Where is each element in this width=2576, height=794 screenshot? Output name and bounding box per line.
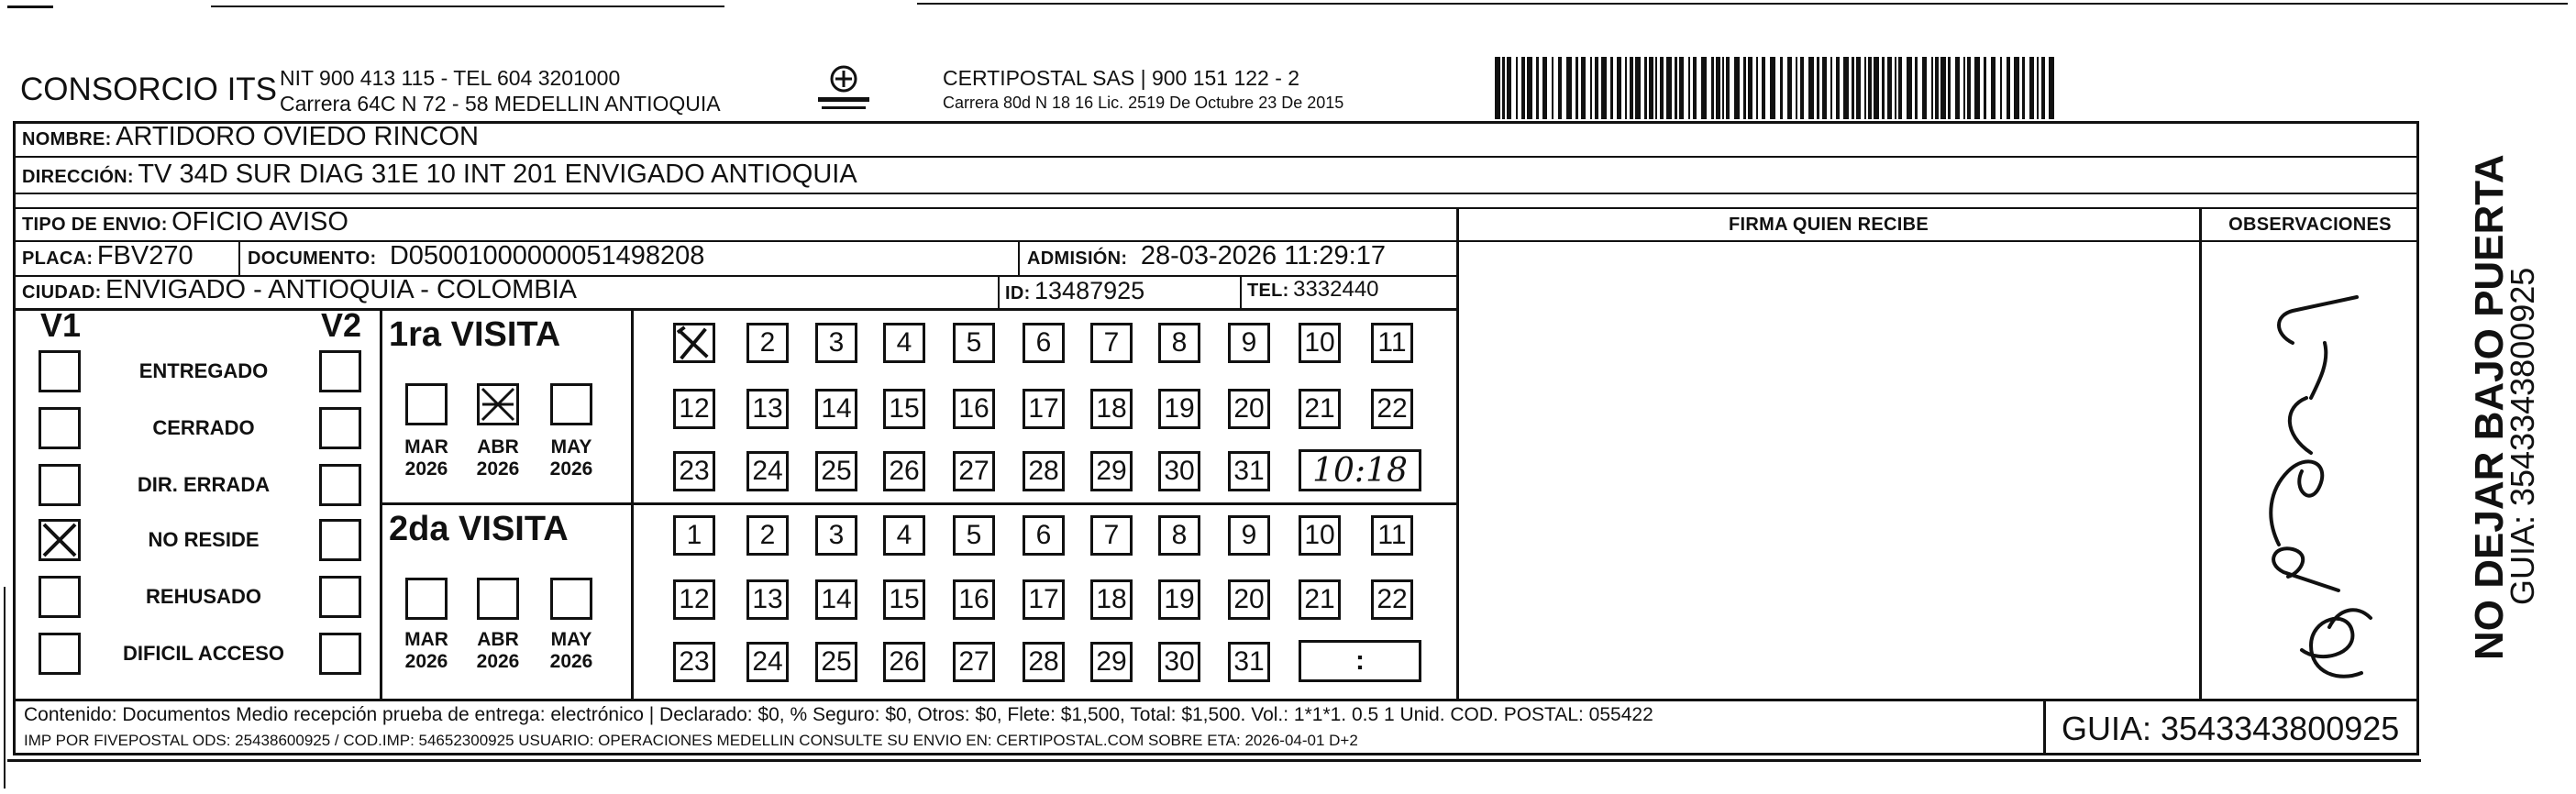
- first-visit-day-9[interactable]: 9: [1228, 323, 1270, 363]
- barcode: [1495, 57, 2054, 119]
- first-visit-day-6[interactable]: 6: [1023, 323, 1065, 363]
- first-visit-day-16[interactable]: 16: [953, 389, 995, 429]
- v1-label: V1: [40, 306, 82, 344]
- status-label: DIFICIL ACCESO: [122, 642, 284, 665]
- month-label: ABR: [477, 629, 519, 650]
- scan-edge-line: [917, 3, 2568, 5]
- nombre-row: [22, 122, 479, 152]
- month-year-label: 2026: [549, 458, 593, 480]
- carrier-address: Carrera 80d N 18 16 Lic. 2519 De Octubre 23 De 2015: [943, 94, 1344, 112]
- first-visit-day-27[interactable]: 27: [953, 451, 995, 491]
- second-visit-day-18[interactable]: 18: [1090, 579, 1133, 620]
- second-visit-day-1[interactable]: 1: [673, 515, 715, 556]
- first-visit-day-24[interactable]: 24: [746, 451, 789, 491]
- firma-label: FIRMA QUIEN RECIBE: [1729, 215, 1929, 235]
- first-visit-day-5[interactable]: 5: [953, 323, 995, 363]
- placa-value: FBV270: [96, 241, 193, 270]
- column-divider: [998, 275, 1000, 308]
- documento-value: D05001000000051498208: [389, 241, 705, 270]
- first-visit-day-28[interactable]: 28: [1023, 451, 1065, 491]
- status-label: ENTREGADO: [138, 359, 269, 382]
- v2-status-checkbox[interactable]: [319, 407, 361, 449]
- first-visit-day-17[interactable]: 17: [1023, 389, 1065, 429]
- row-divider: [13, 699, 2419, 701]
- first-visit-day-29[interactable]: 29: [1090, 451, 1133, 491]
- first-visit-month-checkbox[interactable]: [405, 383, 448, 425]
- footer-guia-number: GUIA: 3543343800925: [2062, 710, 2400, 747]
- first-visit-day-3[interactable]: 3: [815, 323, 857, 363]
- tipo-value: OFICIO AVISO: [171, 207, 348, 237]
- tipo-row: [22, 207, 348, 237]
- documento-label: DOCUMENTO:: [248, 248, 377, 269]
- second-visit-day-20[interactable]: 20: [1228, 579, 1270, 620]
- v2-status-checkbox[interactable]: [319, 350, 361, 392]
- row-divider: [381, 502, 1458, 505]
- second-visit-day-3[interactable]: 3: [815, 515, 857, 556]
- first-visit-day-19[interactable]: 19: [1158, 389, 1200, 429]
- second-visit-day-23[interactable]: 23: [673, 642, 715, 682]
- second-visit-day-7[interactable]: 7: [1090, 515, 1133, 556]
- first-visit-day-13[interactable]: 13: [746, 389, 789, 429]
- second-visit-title: 2da VISITA: [389, 510, 569, 548]
- first-visit-day-8[interactable]: 8: [1158, 323, 1200, 363]
- v2-status-checkbox[interactable]: [319, 464, 361, 506]
- first-visit-day-25[interactable]: 25: [815, 451, 857, 491]
- second-visit-month-checkbox[interactable]: [477, 578, 519, 620]
- admision-value: 28-03-2026 11:29:17: [1140, 241, 1386, 270]
- signature-image: [2201, 242, 2419, 699]
- month-label: MAR: [404, 629, 448, 650]
- placa-row: [22, 241, 193, 271]
- company-address: Carrera 64C N 72 - 58 MEDELLIN ANTIOQUIA: [280, 92, 721, 116]
- no-dejar-bajo-puerta-warning: NO DEJAR BAJO PUERTA: [2467, 154, 2512, 660]
- first-visit-day-26[interactable]: 26: [883, 451, 925, 491]
- status-label: REHUSADO: [146, 585, 261, 608]
- v2-status-checkbox[interactable]: [319, 633, 361, 675]
- second-visit-day-24[interactable]: 24: [746, 642, 789, 682]
- side-guia-number: GUIA: 3543343800925: [2504, 267, 2541, 605]
- admision-row: [1027, 241, 1386, 271]
- second-visit-day-15[interactable]: 15: [883, 579, 925, 620]
- first-visit-month-checkbox[interactable]: [477, 383, 519, 425]
- first-visit-day-12[interactable]: 12: [673, 389, 715, 429]
- second-visit-day-29[interactable]: 29: [1090, 642, 1133, 682]
- v1-status-checkbox[interactable]: [39, 519, 81, 561]
- first-visit-day-10[interactable]: 10: [1299, 323, 1341, 363]
- id-row: [1005, 277, 1144, 305]
- row-divider: [13, 207, 2419, 209]
- first-visit-day-2[interactable]: 2: [746, 323, 789, 363]
- first-visit-day-4[interactable]: 4: [883, 323, 925, 363]
- scan-edge-line: [4, 587, 6, 788]
- month-year-label: 2026: [549, 651, 593, 672]
- scan-edge-line: [211, 6, 724, 7]
- second-visit-day-14[interactable]: 14: [815, 579, 857, 620]
- first-visit-day-1[interactable]: [673, 323, 715, 363]
- second-visit-day-30[interactable]: 30: [1158, 642, 1200, 682]
- company-nit: NIT 900 413 115 - TEL 604 3201000: [280, 66, 621, 90]
- first-visit-day-21[interactable]: 21: [1299, 389, 1341, 429]
- second-visit-day-5[interactable]: 5: [953, 515, 995, 556]
- footer-content-line: Contenido: Documentos Medio recepción prueba de entrega: electrónico | Declarado: $0, % Seguro: $0, Otros: $0, Flete: $1,500, Total: $1,500. Vol.: 1*1*1. 0.5 1 Unid. COD. POSTAL: 055422: [24, 704, 1653, 725]
- v2-status-checkbox[interactable]: [319, 519, 361, 561]
- admision-label: ADMISIÓN:: [1027, 248, 1128, 269]
- month-year-label: 2026: [404, 458, 448, 480]
- nombre-label: NOMBRE:: [22, 129, 112, 149]
- nombre-value: ARTIDORO OVIEDO RINCON: [116, 122, 479, 151]
- direccion-label: DIRECCIÓN:: [22, 167, 134, 187]
- column-divider: [2043, 699, 2046, 755]
- scan-edge-line: [7, 6, 53, 8]
- second-visit-day-19[interactable]: 19: [1158, 579, 1200, 620]
- v1-status-checkbox[interactable]: [39, 576, 81, 618]
- first-visit-day-7[interactable]: 7: [1090, 323, 1133, 363]
- second-visit-day-26[interactable]: 26: [883, 642, 925, 682]
- ciudad-row: [22, 275, 577, 305]
- certipostal-logo-icon: [807, 61, 880, 116]
- observaciones-label: OBSERVACIONES: [2228, 215, 2392, 235]
- second-visit-day-4[interactable]: 4: [883, 515, 925, 556]
- second-visit-day-13[interactable]: 13: [746, 579, 789, 620]
- second-visit-day-10[interactable]: 10: [1299, 515, 1341, 556]
- month-label: MAY: [550, 436, 592, 458]
- first-visit-day-22[interactable]: 22: [1371, 389, 1413, 429]
- month-year-label: 2026: [476, 458, 520, 480]
- first-visit-day-11[interactable]: 11: [1371, 323, 1413, 363]
- first-visit-day-18[interactable]: 18: [1090, 389, 1133, 429]
- row-divider: [13, 193, 2419, 194]
- first-visit-day-30[interactable]: 30: [1158, 451, 1200, 491]
- second-visit-day-6[interactable]: 6: [1023, 515, 1065, 556]
- second-visit-day-8[interactable]: 8: [1158, 515, 1200, 556]
- v1-status-checkbox[interactable]: [39, 350, 81, 392]
- month-label: ABR: [477, 436, 519, 458]
- column-divider: [1018, 240, 1020, 275]
- second-visit-day-31[interactable]: 31: [1228, 642, 1270, 682]
- status-label: CERRADO: [152, 416, 255, 439]
- status-label: NO RESIDE: [148, 528, 260, 551]
- month-year-label: 2026: [476, 651, 520, 672]
- column-divider: [1240, 275, 1242, 308]
- scan-edge-line: [7, 759, 2421, 762]
- column-divider: [1456, 207, 1459, 699]
- v2-status-checkbox[interactable]: [319, 576, 361, 618]
- v2-label: V2: [321, 306, 362, 344]
- month-label: MAR: [404, 436, 448, 458]
- first-visit-time-box[interactable]: [1299, 449, 1421, 491]
- tel-value: 3332440: [1293, 277, 1379, 302]
- column-divider: [238, 240, 240, 275]
- second-visit-time: :: [1355, 645, 1365, 676]
- carrier-name: CERTIPOSTAL SAS | 900 151 122 - 2: [943, 66, 1300, 90]
- second-visit-day-25[interactable]: 25: [815, 642, 857, 682]
- ciudad-value: ENVIGADO - ANTIOQUIA - COLOMBIA: [105, 275, 578, 304]
- first-visit-title: 1ra VISITA: [389, 315, 561, 354]
- tipo-label: TIPO DE ENVIO:: [22, 215, 168, 235]
- second-visit-day-21[interactable]: 21: [1299, 579, 1341, 620]
- documento-row: [248, 241, 704, 271]
- second-visit-day-12[interactable]: 12: [673, 579, 715, 620]
- v1-status-checkbox[interactable]: [39, 464, 81, 506]
- second-visit-month-checkbox[interactable]: [550, 578, 592, 620]
- tel-label: TEL:: [1247, 281, 1289, 301]
- second-visit-day-2[interactable]: 2: [746, 515, 789, 556]
- first-visit-day-20[interactable]: 20: [1228, 389, 1270, 429]
- footer-imp-line: IMP POR FIVEPOSTAL ODS: 25438600925 / COD.IMP: 54652300925 USUARIO: OPERACIONES MEDELLIN CONSULTE SU ENVIO EN: CERTIPOSTAL.COM SOBRE ETA: 2026-04-01 D+2: [24, 732, 1358, 749]
- second-visit-day-22[interactable]: 22: [1371, 579, 1413, 620]
- second-visit-time-box[interactable]: [1299, 640, 1421, 682]
- second-visit-day-27[interactable]: 27: [953, 642, 995, 682]
- v1-status-checkbox[interactable]: [39, 633, 81, 675]
- ciudad-label: CIUDAD:: [22, 282, 102, 303]
- month-label: MAY: [550, 629, 592, 650]
- v1-status-checkbox[interactable]: [39, 407, 81, 449]
- company-name: CONSORCIO ITS: [20, 72, 278, 107]
- placa-label: PLACA:: [22, 248, 94, 269]
- first-visit-day-15[interactable]: 15: [883, 389, 925, 429]
- first-visit-day-31[interactable]: 31: [1228, 451, 1270, 491]
- second-visit-day-28[interactable]: 28: [1023, 642, 1065, 682]
- direccion-row: [22, 160, 857, 190]
- id-label: ID:: [1005, 283, 1031, 303]
- month-year-label: 2026: [404, 651, 448, 672]
- first-visit-day-23[interactable]: 23: [673, 451, 715, 491]
- row-divider: [13, 156, 2419, 158]
- id-value: 13487925: [1034, 277, 1145, 304]
- second-visit-day-9[interactable]: 9: [1228, 515, 1270, 556]
- first-visit-month-checkbox[interactable]: [550, 383, 592, 425]
- first-visit-day-14[interactable]: 14: [815, 389, 857, 429]
- second-visit-day-16[interactable]: 16: [953, 579, 995, 620]
- second-visit-day-17[interactable]: 17: [1023, 579, 1065, 620]
- second-visit-month-checkbox[interactable]: [405, 578, 448, 620]
- second-visit-day-11[interactable]: 11: [1371, 515, 1413, 556]
- direccion-value: TV 34D SUR DIAG 31E 10 INT 201 ENVIGADO ANTIOQUIA: [138, 160, 857, 189]
- first-visit-time: 10:18: [1312, 451, 1408, 490]
- tel-row: [1247, 277, 1379, 303]
- row-divider: [13, 308, 1458, 311]
- status-label: DIR. ERRADA: [137, 473, 271, 496]
